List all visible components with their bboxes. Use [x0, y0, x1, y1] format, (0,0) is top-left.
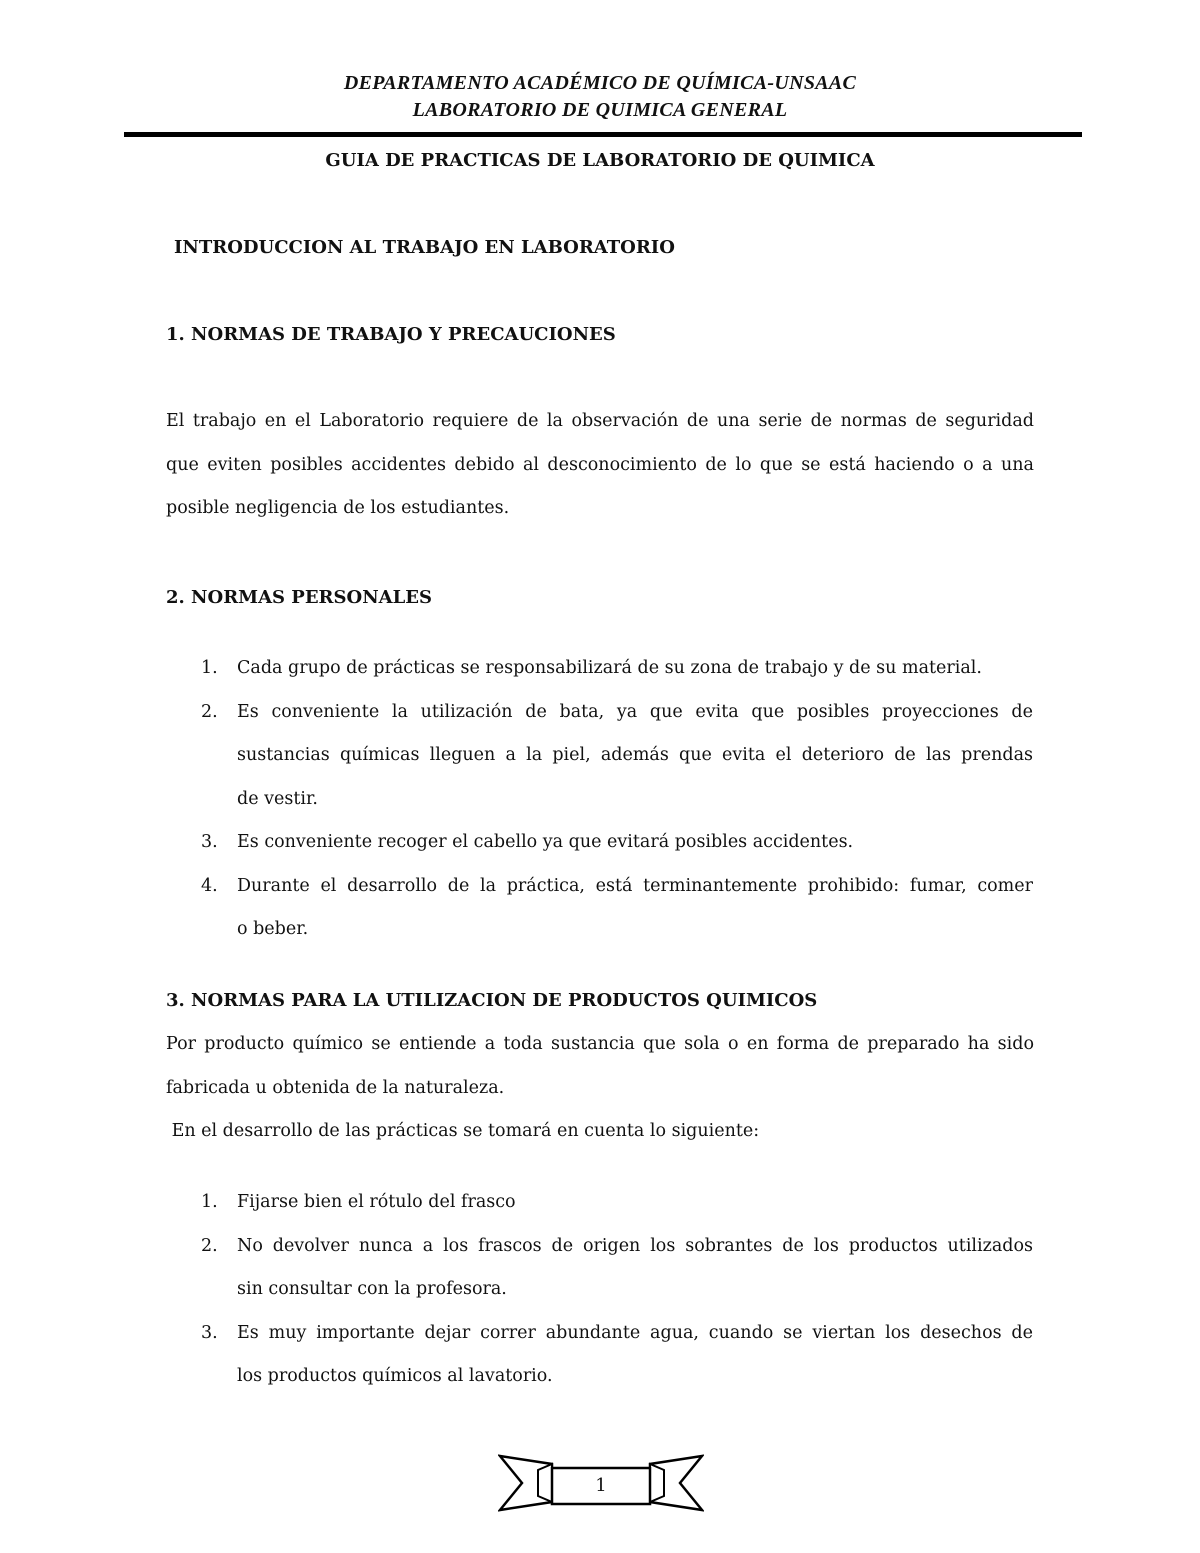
list-item [0, 1225, 1033, 1312]
paragraph-line: Por producto químico se entiende a toda sustancia que sola o en forma de preparado ha sido [166, 1034, 1034, 1054]
list-item-number: 2. [201, 1235, 218, 1256]
list-item-number: 4. [201, 875, 218, 896]
list-item-line: Cada grupo de prácticas se responsabilizará de su zona de trabajo y de su material. [237, 658, 982, 678]
list-item-number: 1. [201, 658, 218, 678]
section-3-heading: 3. NORMAS PARA LA UTILIZACION DE PRODUCTOS QUIMICOS [166, 990, 818, 1011]
list-item-line: No devolver nunca a los frascos de origen los sobrantes de los productos utilizados [237, 1235, 1033, 1256]
section-1-heading: 1. NORMAS DE TRABAJO Y PRECAUCIONES [166, 324, 616, 345]
personal-rules-list [0, 647, 1200, 952]
section-2-heading: 2. NORMAS PERSONALES [166, 587, 432, 608]
section-3-paragraph [166, 1023, 1034, 1154]
section-1-paragraph [166, 400, 1034, 531]
paragraph-line: El trabajo en el Laboratorio requiere de la observación de una serie de normas de seguridad [166, 411, 1034, 431]
list-item-line: Fijarse bien el rótulo del frasco [237, 1192, 516, 1212]
list-item-number: 1. [201, 1192, 218, 1212]
document-header [0, 70, 1200, 124]
header-department: DEPARTAMENTO ACADÉMICO DE QUÍMICA-UNSAAC [343, 72, 857, 94]
list-item-line: de vestir. [237, 788, 318, 809]
paragraph-line: fabricada u obtenida de la naturaleza. [166, 1077, 505, 1098]
list-item-number: 3. [201, 1322, 218, 1343]
list-item [0, 1312, 1033, 1399]
header-laboratory: LABORATORIO DE QUIMICA GENERAL [412, 99, 788, 121]
list-item-line: Es conveniente la utilización de bata, ya que evita que posibles proyecciones de [237, 701, 1033, 722]
list-item-line: Es muy importante dejar correr abundante agua, cuando se viertan los desechos de [237, 1322, 1033, 1343]
document-title: GUIA DE PRACTICAS DE LABORATORIO DE QUIMICA [325, 150, 875, 171]
list-item-line: Es conveniente recoger el cabello ya que evitará posibles accidentes. [237, 832, 854, 852]
header-rule [124, 132, 1082, 137]
list-item-line: o beber. [237, 919, 309, 939]
page-number: 1 [595, 1475, 607, 1496]
list-item [0, 1181, 1033, 1225]
list-item [0, 865, 1033, 952]
list-item [0, 821, 1033, 865]
list-item [0, 691, 1033, 822]
page-number-badge [498, 1452, 704, 1514]
list-item-number: 3. [201, 832, 218, 852]
intro-heading: INTRODUCCION AL TRABAJO EN LABORATORIO [174, 237, 675, 258]
paragraph-line: que eviten posibles accidentes debido al desconocimiento de lo que se está haciendo o a una [166, 454, 1034, 475]
list-item-line: sin consultar con la profesora. [237, 1279, 507, 1299]
list-item-line: los productos químicos al lavatorio. [237, 1366, 553, 1386]
list-item [0, 647, 1033, 691]
chemical-rules-list [0, 1181, 1200, 1399]
paragraph-line: posible negligencia de los estudiantes. [166, 498, 510, 518]
list-item-line: sustancias químicas lleguen a la piel, además que evita el deterioro de las prendas [237, 745, 1033, 765]
paragraph-line: En el desarrollo de las prácticas se tomará en cuenta lo siguiente: [166, 1121, 760, 1141]
list-item-number: 2. [201, 701, 218, 722]
list-item-line: Durante el desarrollo de la práctica, está terminantemente prohibido: fumar, comer [237, 875, 1033, 896]
